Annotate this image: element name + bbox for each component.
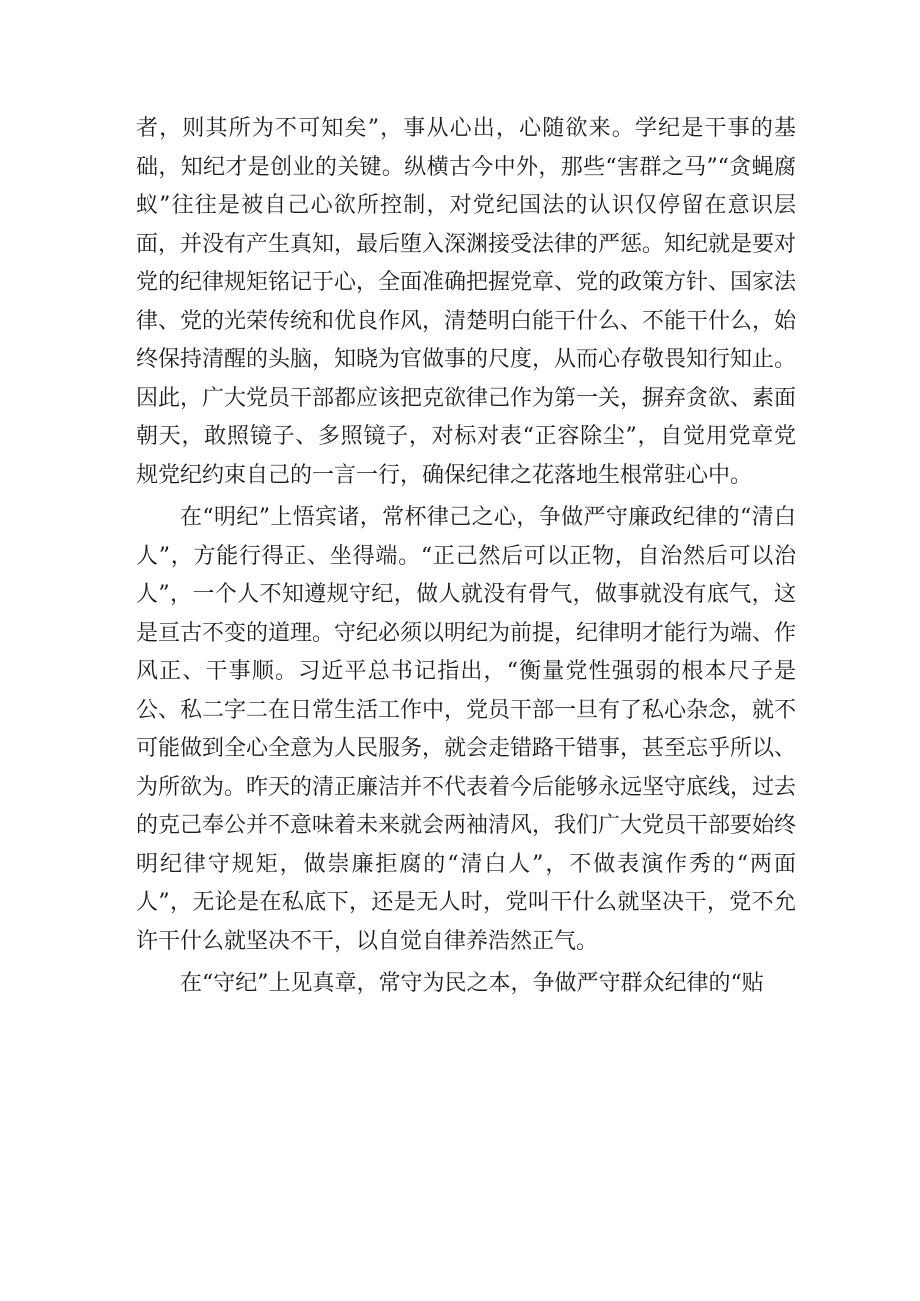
paragraph-1: 者，则其所为不可知矣”，事从心出，心随欲来。学纪是干事的基础，知纪才是创业的关键。纵横古今中外，那些“害群之马”“贪蝇腐蚁”往往是被自己心欲所控制，对党纪国法的认识仅停留在意识层面，并没有产生真知，最后堕入深渊接受法律的严惩。知纪就是要对党的纪律规矩铭记于心，全面准确把握党章、党的政策方针、国家法律、党的光荣传统和优良作风，清楚明白能干什么、不能干什么，始终保持清醒的头脑，知晓为官做事的尺度，从而心存敬畏知行知止。因此，广大党员干部都应该把克欲律己作为第一关，摒弃贪欲、素面朝天，敢照镜子、多照镜子，对标对表“正容除尘”，自觉用党章党规党纪约束自己的一言一行，确保纪律之花落地生根常驻心中。 [136,116,797,488]
paragraph-3: 在“守纪”上见真章，常守为民之本，争做严守群众纪律的“贴 [180,971,764,996]
document-body [136,110,796,1004]
paragraph-2: 在“明纪”上悟宾诸，常杯律己之心，争做严守廉政纪律的“清白人”，方能行得正、坐得端。“正己然后可以正物，自治然后可以治人”，一个人不知遵规守纪，做人就没有骨气，做事就没有底气，这是亘古不变的道理。守纪必须以明纪为前提，纪律明才能行为端、作风正、干事顺。习近平总书记指出，“衡量党性强弱的根本尺子是公、私二字二在日常生活工作中，党员干部一旦有了私心杂念，就不可能做到全心全意为人民服务，就会走错路干错事，甚至忘乎所以、为所欲为。昨天的清正廉洁并不代表着今后能够永远坚守底线，过去的克己奉公并不意味着未来就会两袖清风，我们广大党员干部要始终明纪律守规矩，做崇廉拒腐的“清白人”，不做表演作秀的“两面人”，无论是在私底下，还是无人时，党叫干什么就坚决干，党不允许干什么就坚决不干，以自觉自律养浩然正气。 [136,505,797,954]
